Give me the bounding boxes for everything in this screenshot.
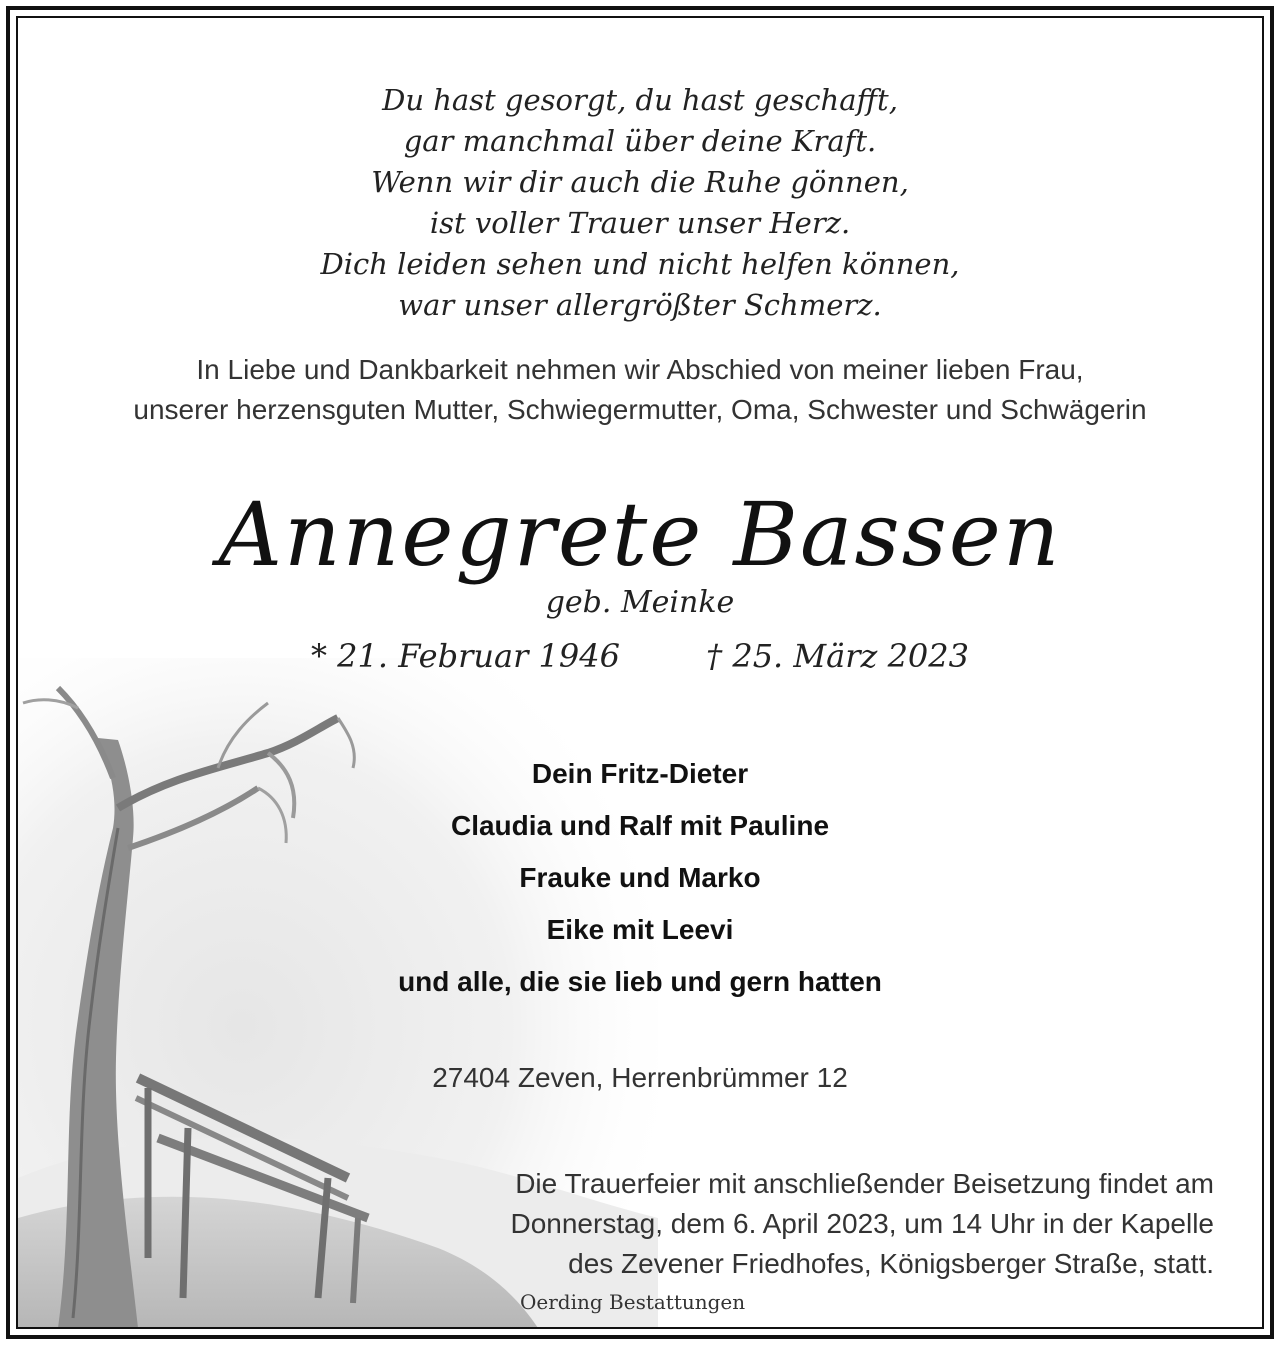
- address: 27404 Zeven, Herrenbrümmer 12: [432, 1062, 848, 1093]
- intro-line: In Liebe und Dankbarkeit nehmen wir Abschied von meiner lieben Frau,: [196, 354, 1084, 385]
- ceremony-line: Donnerstag, dem 6. April 2023, um 14 Uhr in der Kapelle: [510, 1208, 1214, 1239]
- obituary-card: [16, 16, 1264, 1329]
- poem-line: ist voller Trauer unser Herz.: [429, 206, 851, 240]
- death-date: † 25. März 2023: [706, 637, 969, 675]
- intro-text: [18, 350, 1262, 430]
- ceremony-line: Die Trauerfeier mit anschließender Beisetzung findet am: [515, 1168, 1214, 1199]
- deceased-name: Annegrete Bassen: [218, 483, 1062, 586]
- ceremony-line: des Zevener Friedhofes, Königsberger Straße, statt.: [568, 1248, 1214, 1279]
- life-dates: [18, 634, 1262, 678]
- family-member: Eike mit Leevi: [546, 914, 734, 945]
- intro-line: unserer herzensguten Mutter, Schwiegermutter, Oma, Schwester und Schwägerin: [133, 394, 1147, 425]
- undertaker-credit: Oerding Bestattungen: [520, 1290, 746, 1314]
- birth-name: geb. Meinke: [545, 585, 735, 620]
- family-member: Claudia und Ralf mit Pauline: [450, 810, 830, 841]
- poem-line: Dich leiden sehen und nicht helfen können,: [320, 247, 960, 281]
- poem-line: Du hast gesorgt, du hast geschafft,: [382, 83, 898, 117]
- ceremony-notice: [414, 1164, 1214, 1284]
- poem-line: gar manchmal über deine Kraft.: [403, 124, 877, 158]
- family-member: Frauke und Marko: [519, 862, 761, 893]
- family-list: [18, 748, 1262, 1008]
- family-member: Dein Fritz-Dieter: [531, 758, 749, 789]
- poem: [18, 80, 1262, 326]
- family-member: und alle, die sie lieb und gern hatten: [398, 966, 882, 997]
- birth-date: * 21. Februar 1946: [310, 637, 620, 675]
- poem-line: Wenn wir dir auch die Ruhe gönnen,: [371, 165, 909, 199]
- poem-line: war unser allergrößter Schmerz.: [398, 288, 882, 322]
